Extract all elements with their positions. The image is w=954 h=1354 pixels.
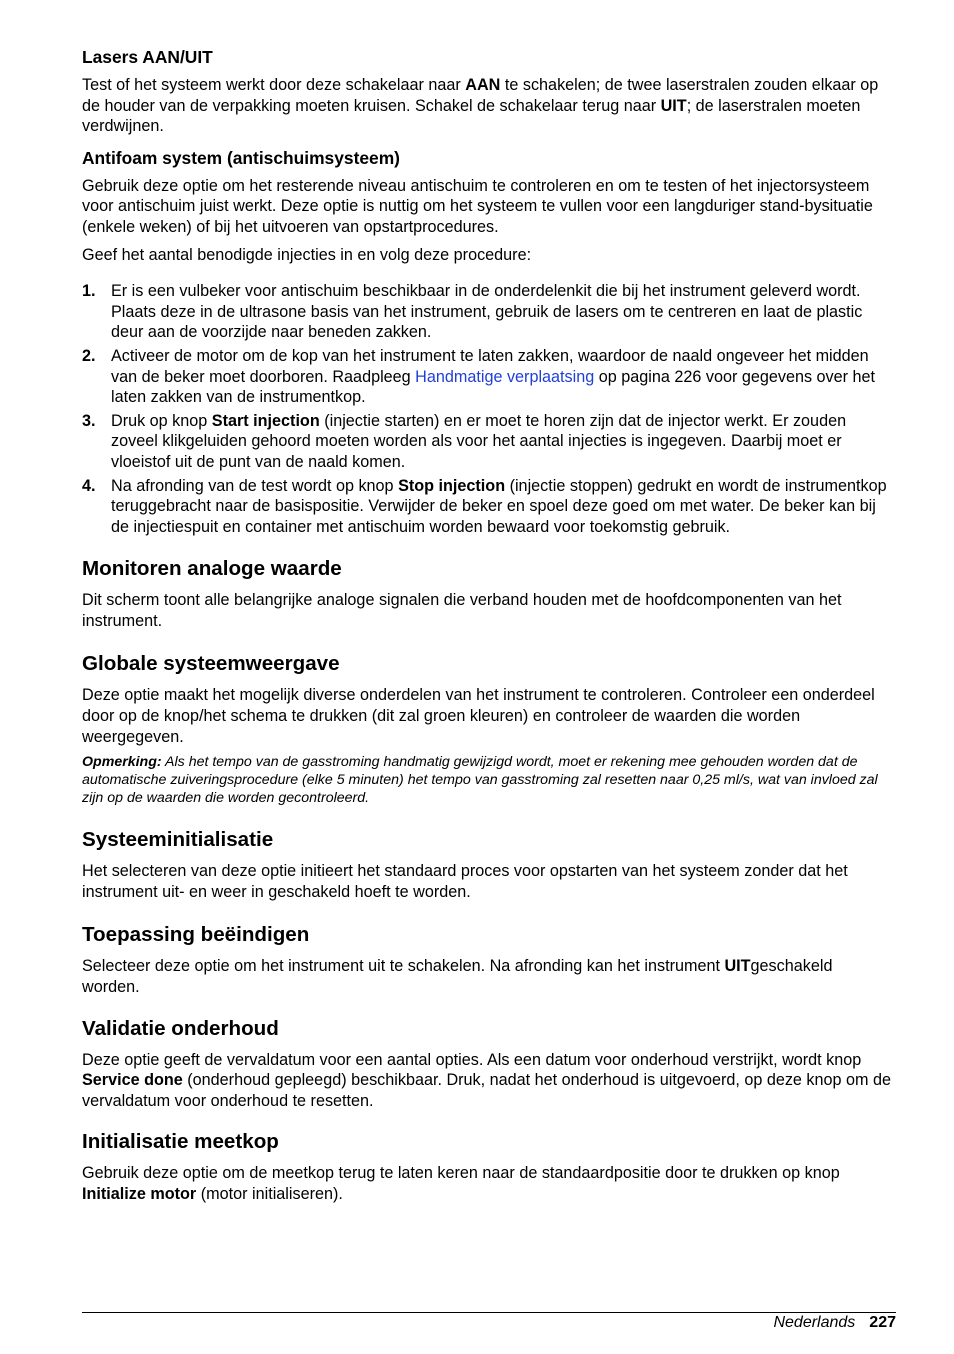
note: Opmerking: Als het tempo van de gasstroming handmatig gewijzigd wordt, moet er rekening mee gehouden worden dat de automatische zuiveringsprocedure (elke 5 minuten) het tempo van gasstroming zal resetten naar 0,25 ml/s, wat van invloed zal zijn op de waarden die worden gecontroleerd. <box>82 754 878 807</box>
sysinit-heading: Systeeminitialisatie <box>82 828 274 852</box>
step-number: 2. <box>82 346 96 365</box>
analog-heading: Monitoren analoge waarde <box>82 557 342 581</box>
antifoam-heading: Antifoam system (antischuimsysteem) <box>82 147 400 168</box>
footer-language: Nederlands <box>773 1314 856 1331</box>
service-text: Deze optie geeft de vervaldatum voor een aantal opties. Als een datum voor onderhoud verstrijkt, wordt knop Service done (onderhoud gepleegd) beschikbaar. Druk, nadat het onderhoud is uitgevoerd, op deze knop om de vervaldatum voor onderhoud te resetten. <box>82 1050 892 1110</box>
probe-text: Gebruik deze optie om de meetkop terug te laten keren naar de standaardpositie door te drukken op knop Initialize motor (motor initialiseren). <box>82 1164 840 1203</box>
probe-heading: Initialisatie meetkop <box>82 1130 279 1154</box>
footer-text <box>773 1313 896 1333</box>
step-number: 1. <box>82 282 96 301</box>
list-item: 4. Na afronding van de test wordt op knop Stop injection (injectie stoppen) gedrukt en wordt de instrumentkop teruggebracht naar de basispositie. Verwijder de beker en spoel deze goed om met water. De beker kan bij de injectiespuit en container met antischuim worden bewaard voor toekomstig gebruik. <box>82 476 887 536</box>
global-text: Deze optie maakt het mogelijk diverse onderdelen van het instrument te controleren. Controleer een onderdeel door op de knop/het schema te drukken (dit zal groen kleuren) en controleer de waarden die worden weergegeven. <box>82 686 875 746</box>
page-content <box>82 46 892 1205</box>
step-number: 3. <box>82 411 96 430</box>
page-footer <box>82 1312 896 1331</box>
step-number: 4. <box>82 476 96 495</box>
quit-text: Selecteer deze optie om het instrument uit te schakelen. Na afronding kan het instrument UITgeschakeld worden. <box>82 957 833 997</box>
procedure-list <box>82 281 892 537</box>
antifoam-intro: Gebruik deze optie om het resterende niveau antischuim te controleren en om te testen of het injectorsysteem voor antischuim juist werkt. Deze optie is nuttig om het systeem te vullen voor een langduriger stand-bysituatie (enkele weken) of bij het uitvoeren van opstartprocedures. <box>82 176 873 236</box>
global-heading: Globale systeemweergave <box>82 652 340 676</box>
lasers-heading: Lasers AAN/UIT <box>82 47 213 67</box>
quit-heading: Toepassing beëindigen <box>82 923 310 947</box>
antifoam-instruction: Geef het aantal benodigde injecties in en volg deze procedure: <box>82 245 532 264</box>
list-item: 1. Er is een vulbeker voor antischuim beschikbaar in de onderdelenkit die bij het instrument geleverd wordt. Plaats deze in de ultrasone basis van het instrument, gebruik de lasers om te centreren en laat de plastic deur aan de voorzijde naar beneden zakken. <box>82 282 863 342</box>
manual-movement-link[interactable]: Handmatige verplaatsing <box>415 367 595 386</box>
lasers-text: Test of het systeem werkt door deze schakelaar naar AAN te schakelen; de twee laserstralen zouden elkaar op de houder van de verpakking moeten kruisen. Schakel de schakelaar terug naar UIT; de laserstralen moeten verdwijnen. <box>82 76 879 136</box>
page-number: 227 <box>869 1314 896 1331</box>
list-item: 3. Druk op knop Start injection (injectie starten) en er moet te horen zijn dat de injector werkt. Er zouden zoveel klikgeluiden gehoord moeten worden als voor het aantal injecties is ingegeven. Daarbij moet er vloeistof uit de punt van de naald komen. <box>82 411 847 471</box>
sysinit-text: Het selecteren van deze optie initieert het standaard proces voor opstarten van het systeem zonder dat het instrument uit- en weer in geschakeld hoeft te worden. <box>82 862 848 901</box>
service-heading: Validatie onderhoud <box>82 1016 279 1040</box>
analog-text: Dit scherm toont alle belangrijke analoge signalen die verband houden met de hoofdcomponenten van het instrument. <box>82 591 842 630</box>
list-item: 2. Activeer de motor om de kop van het instrument te laten zakken, waardoor de naald ongeveer het midden van de beker moet doorboren. Raadpleeg Handmatige verplaatsing op pagina 226 voor gegevens over het laten zakken van de instrumentkop. <box>82 346 876 407</box>
note-label: Opmerking: <box>82 754 162 771</box>
